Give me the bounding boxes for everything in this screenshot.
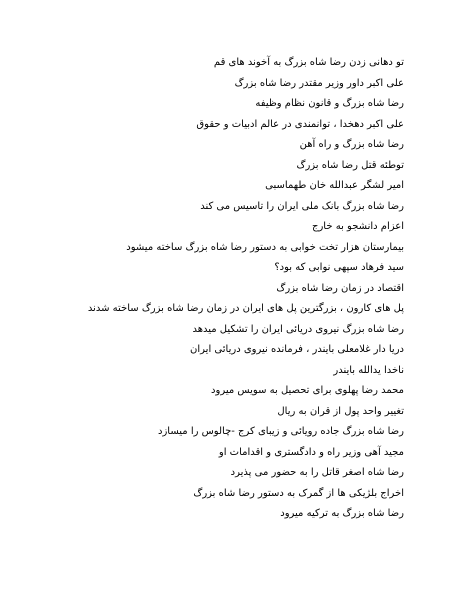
list-item: علی اکبر دهخدا ، توانمندی در عالم ادبیات و حقوق xyxy=(196,118,404,130)
list-item: رضا شاه بزرگ و راه آهن xyxy=(299,139,404,150)
list-item: اخراج بلژیکی ها از گمرک به دستور رضا شاه بزرگ xyxy=(193,487,404,499)
list-item: پل های کارون ، بزرگترین پل های ایران در زمان رضا شاه بزرگ ساخته شدند xyxy=(87,303,404,314)
title-list xyxy=(24,53,404,525)
list-item: رضا شاه اصغر قاتل را به حضور می پذیرد xyxy=(230,467,404,478)
list-item: امیر لشگر عبدالله خان طهماسبی xyxy=(265,180,404,191)
list-item: اعزام دانشجو به خارج xyxy=(312,221,404,232)
list-item: بیمارستان هزار تخت خوابی به دستور رضا شاه بزرگ ساخته میشود xyxy=(126,241,404,253)
list-item: مجید آهی وزیر راه و دادگستری و اقدامات او xyxy=(218,446,404,458)
list-item: ناخدا یدالله بایندر xyxy=(333,364,404,376)
list-item: تغییر واحد پول از قران به ریال xyxy=(277,405,404,417)
list-item: توطئه قتل رضا شاه بزرگ xyxy=(296,159,404,171)
list-item: تو دهانی زدن رضا شاه بزرگ به آخوند های قم xyxy=(213,57,404,68)
list-item: رضا شاه بزرگ جاده رویائی و زیبای کرج -چالوس را میسازد xyxy=(158,426,404,437)
list-item: رضا شاه بزرگ بانک ملی ایران را تاسیس می کند xyxy=(200,200,404,212)
list-item: سید فرهاد سپهی نوابی که بود؟ xyxy=(274,262,404,273)
list-item: رضا شاه بزرگ و قانون نظام وظیفه xyxy=(255,98,404,109)
list-item: رضا شاه بزرگ نیروی دریائی ایران را تشکیل میدهد xyxy=(192,323,404,335)
list-item: محمد رضا پهلوی برای تحصیل به سویس میرود xyxy=(211,385,404,396)
list-item: دریا دار غلامعلی بایندر ، فرمانده نیروی دریائی ایران xyxy=(190,344,404,355)
list-item: علی اکبر داور وزیر مقتدر رضا شاه بزرگ xyxy=(234,77,404,89)
list-item: رضا شاه بزرگ به ترکیه میرود xyxy=(280,508,404,519)
list-item: اقتصاد در زمان رضا شاه بزرگ xyxy=(276,282,404,294)
